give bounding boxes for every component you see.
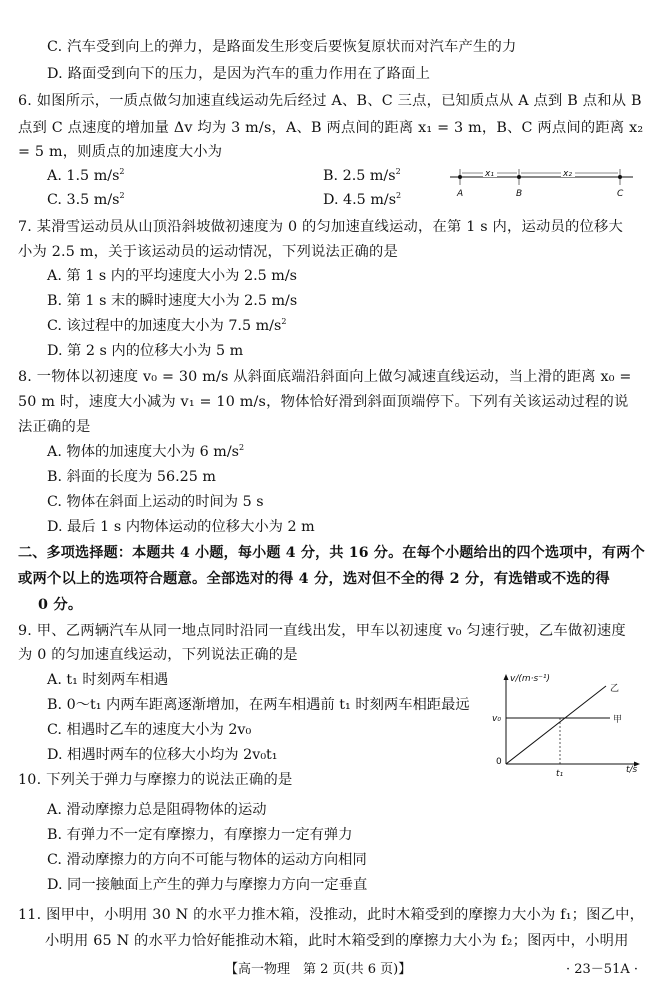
label-yi: 乙 xyxy=(610,684,620,694)
q7-option-c: C. 该过程中的加速度大小为 7.5 $m/s^2$ xyxy=(47,317,287,334)
q6-option-c: C. 3.5 $m/s^2$ xyxy=(47,191,125,208)
label-v0: v₀ xyxy=(492,714,501,724)
label-jia: 甲 xyxy=(613,715,623,725)
q10-option-c: C. 滑动摩擦力的方向不可能与物体的运动方向相同 xyxy=(47,852,367,868)
section2-heading-line2: 或两个以上的选项符合题意。全部选对的得 4 分，选对但不全的得 2 分，有选错或不选的得 xyxy=(18,571,610,587)
q6-option-a: A. 1.5 $m/s^2$ xyxy=(47,167,125,184)
label-c: C xyxy=(617,189,624,199)
q5-option-d: D. 路面受到向下的压力，是因为汽车的重力作用在了路面上 xyxy=(47,66,431,82)
q6-option-d: D. 4.5 $m/s^2$ xyxy=(323,191,402,208)
q6-option-b: B. 2.5 $m/s^2$ xyxy=(323,167,401,184)
q8-option-c: C. 物体在斜面上运动的时间为 5 s xyxy=(47,494,264,510)
q7-stem-line1: 7. 某滑雪运动员从山顶沿斜坡做初速度为 0 的匀加速直线运动，在第 1 s 内，运动员的位移大 xyxy=(18,219,624,235)
q10-option-a: A. 滑动摩擦力总是阻碍物体的运动 xyxy=(47,802,267,818)
line-yi xyxy=(506,686,606,764)
q8-stem-line2: 50 m 时，速度大小减为 v₁ = 10 m/s，物体恰好滑到斜面顶端停下。下列有关该运动过程的说 xyxy=(18,394,629,410)
q7-stem-line2: 小为 2.5 m，关于该运动员的运动情况，下列说法正确的是 xyxy=(18,244,399,260)
label-x1: x₁ xyxy=(485,169,494,179)
q9-option-d: D. 相遇时两车的位移大小均为 2v₀t₁ xyxy=(47,747,278,763)
q10-option-d: D. 同一接触面上产生的弹力与摩擦力方向一定垂直 xyxy=(47,877,368,893)
point-c xyxy=(618,175,622,179)
q11-stem-line2: 小明用 65 N 的水平力恰好能推动木箱，此时木箱受到的摩擦力大小为 f₂；图丙中，小明用 xyxy=(45,933,629,949)
q8-option-d: D. 最后 1 s 内物体运动的位移大小为 2 m xyxy=(47,519,315,535)
q6-stem-line1: 6. 如图所示，一质点做匀加速直线运动先后经过 A、B、C 三点，已知质点从 A 点到 B 点和从 B xyxy=(18,93,642,109)
q9-stem-line2: 为 0 的匀加速直线运动，下列说法正确的是 xyxy=(18,647,298,663)
exam-code: · 23－51A · xyxy=(566,962,639,977)
q10-option-b: B. 有弹力不一定有摩擦力，有摩擦力一定有弹力 xyxy=(47,827,353,843)
page-footer: 【高一物理 第 2 页(共 6 页)】 xyxy=(225,962,412,977)
q6-stem-line3: = 5 m，则质点的加速度大小为 xyxy=(18,144,223,160)
label-b: B xyxy=(516,189,523,199)
q11-stem-line1: 11. 图甲中，小明用 30 N 的水平力推木箱，没推动，此时木箱受到的摩擦力大小为 f₁；图乙中， xyxy=(18,907,645,923)
q6-stem-line2: 点到 C 点速度的增加量 Δv 均为 3 m/s，A、B 两点间的距离 x₁ = 3 m，B、C 两点间的距离 x₂ xyxy=(18,120,644,136)
q10-stem: 10. 下列关于弹力与摩擦力的说法正确的是 xyxy=(18,772,293,788)
q7-option-d: D. 第 2 s 内的位移大小为 5 m xyxy=(47,343,244,359)
q9-option-c: C. 相遇时乙车的速度大小为 2v₀ xyxy=(47,722,252,738)
q8-stem-line1: 8. 一物体以初速度 v₀ = 30 m/s 从斜面底端沿斜面向上做匀减速直线运动，当上滑的距离 x₀ = xyxy=(18,369,632,385)
q8-option-a: A. 物体的加速度大小为 6 $m/s^2$ xyxy=(47,443,245,460)
q6-figure xyxy=(445,164,635,204)
label-a: A xyxy=(457,189,464,199)
q9-vt-graph xyxy=(486,672,646,784)
label-t1: t₁ xyxy=(556,769,564,779)
q9-option-b: B. 0～t₁ 内两车距离逐渐增加，在两车相遇前 t₁ 时刻两车相距最远 xyxy=(47,697,470,713)
q9-stem-line1: 9. 甲、乙两辆汽车从同一地点同时沿同一直线出发，甲车以初速度 v₀ 匀速行驶，乙车做初速度 xyxy=(18,623,626,639)
q8-stem-line3: 法正确的是 xyxy=(18,419,91,435)
label-x2: x₂ xyxy=(563,169,572,179)
label-origin: 0 xyxy=(496,757,502,767)
q7-option-a: A. 第 1 s 内的平均速度大小为 2.5 m/s xyxy=(47,268,297,284)
q8-option-b: B. 斜面的长度为 56.25 m xyxy=(47,469,216,485)
point-a xyxy=(458,175,462,179)
q7-option-b: B. 第 1 s 末的瞬时速度大小为 2.5 m/s xyxy=(47,293,298,309)
y-axis-arrow-icon xyxy=(504,674,509,680)
q5-option-c: C. 汽车受到向上的弹力，是路面发生形变后要恢复原状而对汽车产生的力 xyxy=(47,39,517,55)
q9-option-a: A. t₁ 时刻两车相遇 xyxy=(47,672,169,688)
section2-heading-line1: 二、多项选择题：本题共 4 小题，每小题 4 分，共 16 分。在每个小题给出的四个选项中，有两个 xyxy=(18,545,645,561)
y-axis-label: v/(m·s⁻¹) xyxy=(510,674,551,684)
section2-heading-line3: 0 分。 xyxy=(38,597,83,613)
x-axis-label: t/s xyxy=(626,765,638,775)
point-b xyxy=(517,175,521,179)
